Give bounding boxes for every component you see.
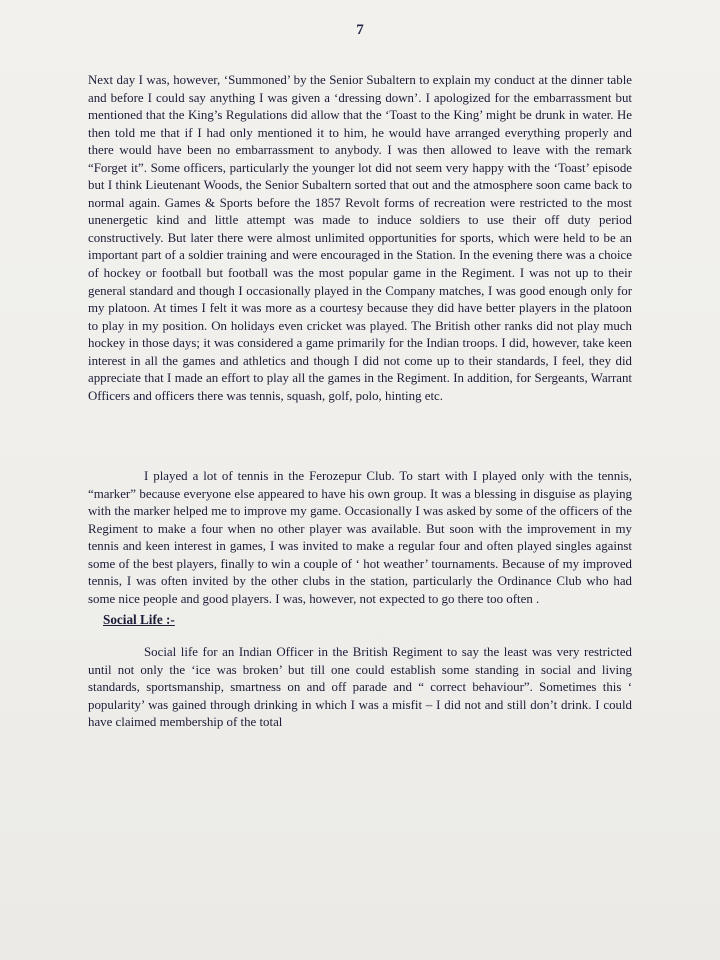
page-number: 7 (356, 22, 364, 38)
section-heading-social-life: Social Life :- (103, 612, 175, 627)
paragraph-text: Next day I was, however, ‘Summoned’ by the Senior Subaltern to explain my conduct at the dinner table and before I could say anything I was given a ‘dressing down’. I apologized for the embarrassment but mentioned that the King’s Regulations did allow that the ‘Toast to the King’ might be drunk in water. He then told me that if I had only mentioned it to him, he would have arranged everything properly and there would have been no embarrassment to anybody. I was then allowed to leave with the remark “Forget it”. Some officers, particularly the younger lot did not seem very happy with the ‘Toast’ episode but I think Lieutenant Woods, the Senior Subaltern sorted that out and the atmosphere soon came back to normal again. Games & Sports before the 1857 Revolt forms of recreation were restricted to the most unenergetic kind and little attempt was made to induce soldiers to use their off duty period constructively. But later there were almost unlimited opportunities for sports, which were held to be an important part of a soldier training and were encouraged in the Station. In the evening there was a choice of hockey or football but football was the most popular game in the Regiment. I was not up to their general standard and though I occasionally played in the Company matches, I was good enough only for my platoon. At times I felt it was more as a courtesy because they did have better players in the platoon to play in my position. On holidays even cricket was played. The British other ranks did not play much hockey in those days; it was considered a game primarily for the Indian troops. I did, however, take keen interest in all the games and athletics and though I did not come up to their standards, I feel, they did appreciate that I made an effort to play all the games in the Regiment. In addition, for Sergeants, Warrant Officers and officers there was tennis, squash, golf, polo, hinting etc. (88, 73, 632, 403)
paragraph-social-life (88, 644, 632, 732)
paragraph-text: Social life for an Indian Officer in the British Regiment to say the least was very restricted until not only the ‘ice was broken’ but till one could establish some standing in social and living standards, sportsmanship, smartness on and off parade and “ correct behaviour”. Sometimes this ‘ popularity’ was gained through drinking in which I was a misfit – I did not and still don’t drink. I could have claimed membership of the total (88, 645, 632, 730)
paragraph-text: I played a lot of tennis in the Ferozepur Club. To start with I played only with the tennis, “marker” because everyone else appeared to have his own group. It was a blessing in disguise as playing with the marker helped me to improve my game. Occasionally I was asked by some of the officers of the Regiment to make a four when no other player was available. But soon with the improvement in my tennis and keen interest in games, I was invited to make a regular four and often played singles against some of the best players, finally to win a couple of ‘ hot weather’ tournaments. Because of my improved tennis, I was often invited by the other clubs in the station, particularly the Ordinance Club who had some nice people and good players. I was, however, not expected to go there too often . (88, 469, 632, 606)
paragraph-tennis (88, 468, 632, 608)
paragraph-dinner-and-sports (88, 72, 632, 405)
